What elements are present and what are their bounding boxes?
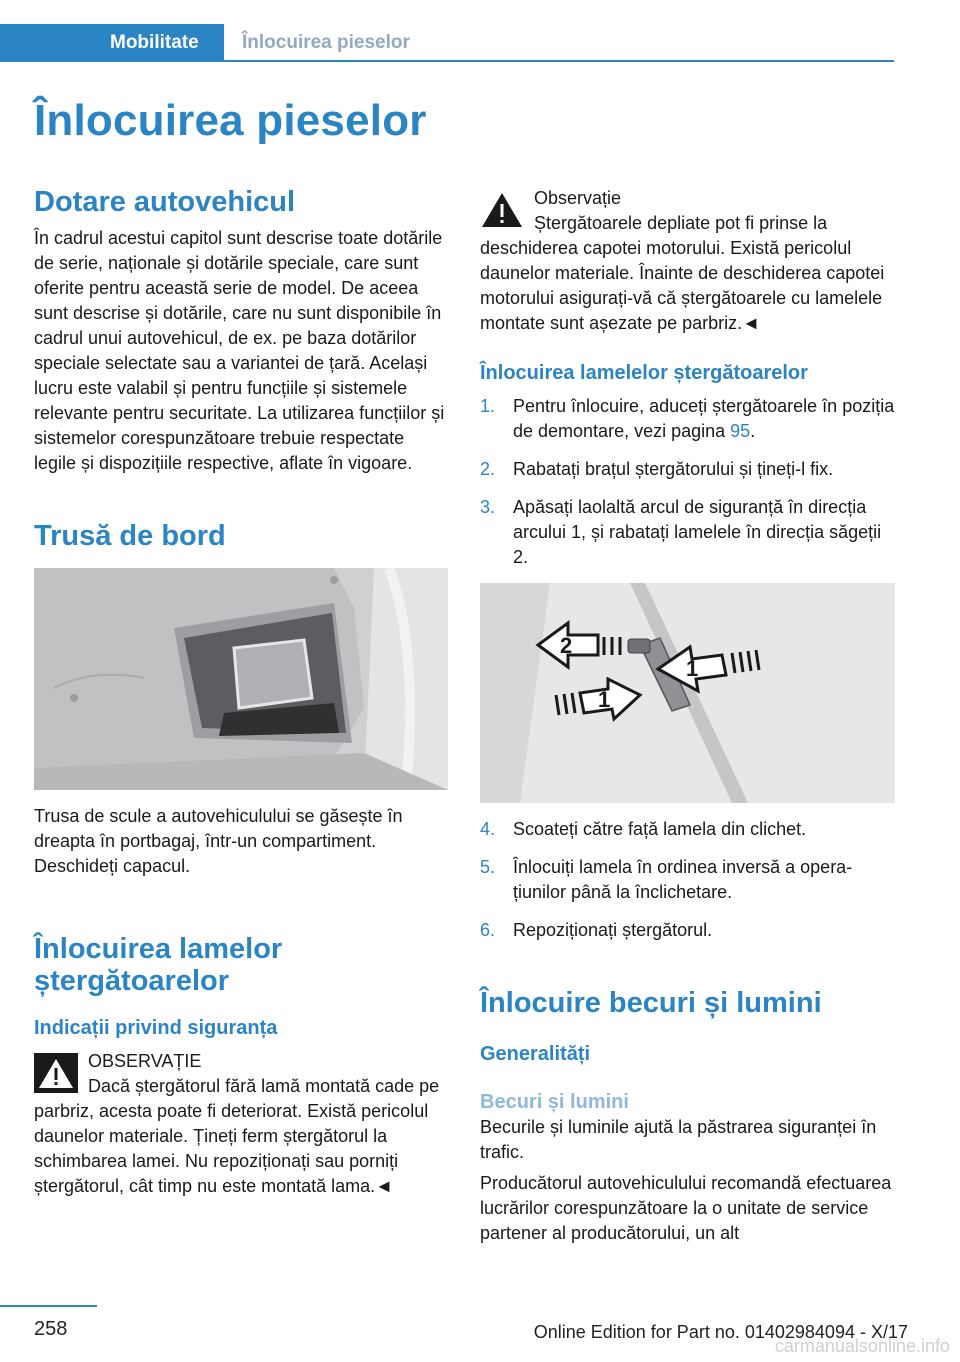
page-title: Înlocuirea pieselor (34, 96, 427, 145)
edition-note: Online Edition for Part no. 01402984094 - X/17 (533, 1322, 908, 1342)
step-number: 4. (480, 819, 496, 839)
arrow-1a-label: 1 (686, 656, 699, 681)
page-number: 258 (34, 1318, 68, 1340)
chapter-tab[interactable]: Înlocuirea pieselor (242, 32, 410, 53)
note-title: Observație (534, 188, 622, 208)
list-item (480, 457, 895, 482)
list-item (480, 817, 895, 842)
lamele-heading-line1: Înlocuirea lamelor (34, 933, 283, 965)
trusa-caption: Trusa de scule a autovehiculului se găsește în dreapta în portbagaj, într-un compartiment. Deschideți capacul. (34, 806, 403, 876)
arrow-2-label: 2 (560, 633, 573, 658)
step-text: Înlocuiți lamela în ordinea inversă a operațiunilor până la înclichetare. (513, 857, 853, 902)
step-number: 5. (480, 857, 496, 877)
step-number: 1. (480, 396, 496, 416)
step-number: 2. (480, 459, 496, 479)
dotare-text: În cadrul acestui capitol sunt descrise toate dotările de serie, naționale și dotările speciale, care sunt oferite pentru această serie de model. De aceea sunt descrise și dotările, care nu sunt disponibile în cadrul unui autovehicul, de ex. pe baza dotărilor speciale selectate sau a variantei de țară. Același lucru este valabil și pentru funcțiile și sistemele relevante pentru securitate. La utilizarea funcțiilor și sistemelor corespunzătoare trebuie respectate legile și dispozițiile respective, aflate în vigoare. (34, 228, 445, 473)
warning-text: Dacă ștergătorul fără lamă montată cade pe parbriz, acesta poate fi deteriorat. Există pericolul daunelor materiale. Țineți ferm ștergătorul la schimbarea lamei. Nu repoziționați sau porniți ștergătorul, cât timp nu este montată lama.◄ (34, 1076, 440, 1196)
warning-title: OBSERVAȚIE (88, 1051, 202, 1071)
step-number: 3. (480, 497, 496, 517)
watermark: carmanualsonline.info (774, 1336, 950, 1356)
section-tab[interactable]: Mobilitate (0, 24, 224, 62)
page-header (0, 24, 894, 62)
becuri-p1: Becurile și luminile ajută la păstrarea siguranței în trafic. (480, 1117, 877, 1162)
becuri-p2: Producătorul autovehiculului recomandă efectuarea lucrărilor corespunzătoare la o unitate de service partener al producătorului, un alt (480, 1173, 892, 1243)
becuri-heading: Înlocuire becuri și lumini (480, 987, 822, 1019)
left-column (34, 180, 448, 1199)
note-block (480, 186, 895, 336)
list-item (480, 855, 895, 905)
lamele-heading-line2: ștergătoarelor (34, 965, 230, 997)
list-item (480, 918, 895, 943)
right-column (480, 186, 895, 1246)
list-item (480, 495, 895, 570)
step-text: Rabatați brațul ștergătorului și țineți-l fix. (513, 459, 834, 479)
safety-subheading: Indicații privind siguranța (34, 1017, 278, 1039)
wiper-illustration (480, 583, 895, 803)
warning-triangle-icon (480, 190, 524, 230)
step-text: Apăsați laolaltă arcul de siguranță în direcția arcului 1, și rabatați lamelele în direcția săgeții 2. (513, 497, 882, 567)
warning-triangle-icon (34, 1053, 78, 1093)
trusa-heading: Trusă de bord (34, 520, 226, 552)
becuri-subsubheading: Becuri și lumini (480, 1091, 629, 1113)
trunk-toolkit-image (34, 568, 448, 790)
warning-block (34, 1049, 448, 1199)
step-tail: . (750, 421, 756, 441)
steps-list-a (480, 394, 895, 570)
generalitati-subheading: Generalități (480, 1043, 591, 1065)
step-text: Pentru înlocuire, aduceți ștergătoarele în poziția de demontare, vezi pagina (513, 396, 895, 441)
step-number: 6. (480, 920, 496, 940)
procedure-heading: Înlocuirea lamelelor ștergătoarelor (480, 362, 808, 384)
steps-list-b (480, 817, 895, 943)
list-item (480, 394, 895, 444)
trunk-illustration (34, 568, 448, 790)
step-text: Scoateți către față lamela din clichet. (513, 819, 807, 839)
page-link[interactable]: 95 (730, 421, 751, 441)
step-text: Repoziționați ștergătorul. (513, 920, 713, 940)
dotare-heading: Dotare autovehicul (34, 186, 296, 218)
footer-rule (0, 1305, 97, 1307)
note-text: Ștergătoarele depliate pot fi prinse la deschiderea capotei motorului. Există pericolul daunelor materiale. Înainte de deschiderea capotei motorului asigurați-vă că ștergătoarele cu lamelele montate sunt așezate pe parbriz.◄ (480, 213, 885, 333)
wiper-blade-image (480, 583, 895, 803)
arrow-1b-label: 1 (598, 687, 611, 712)
header-rule (224, 60, 894, 62)
